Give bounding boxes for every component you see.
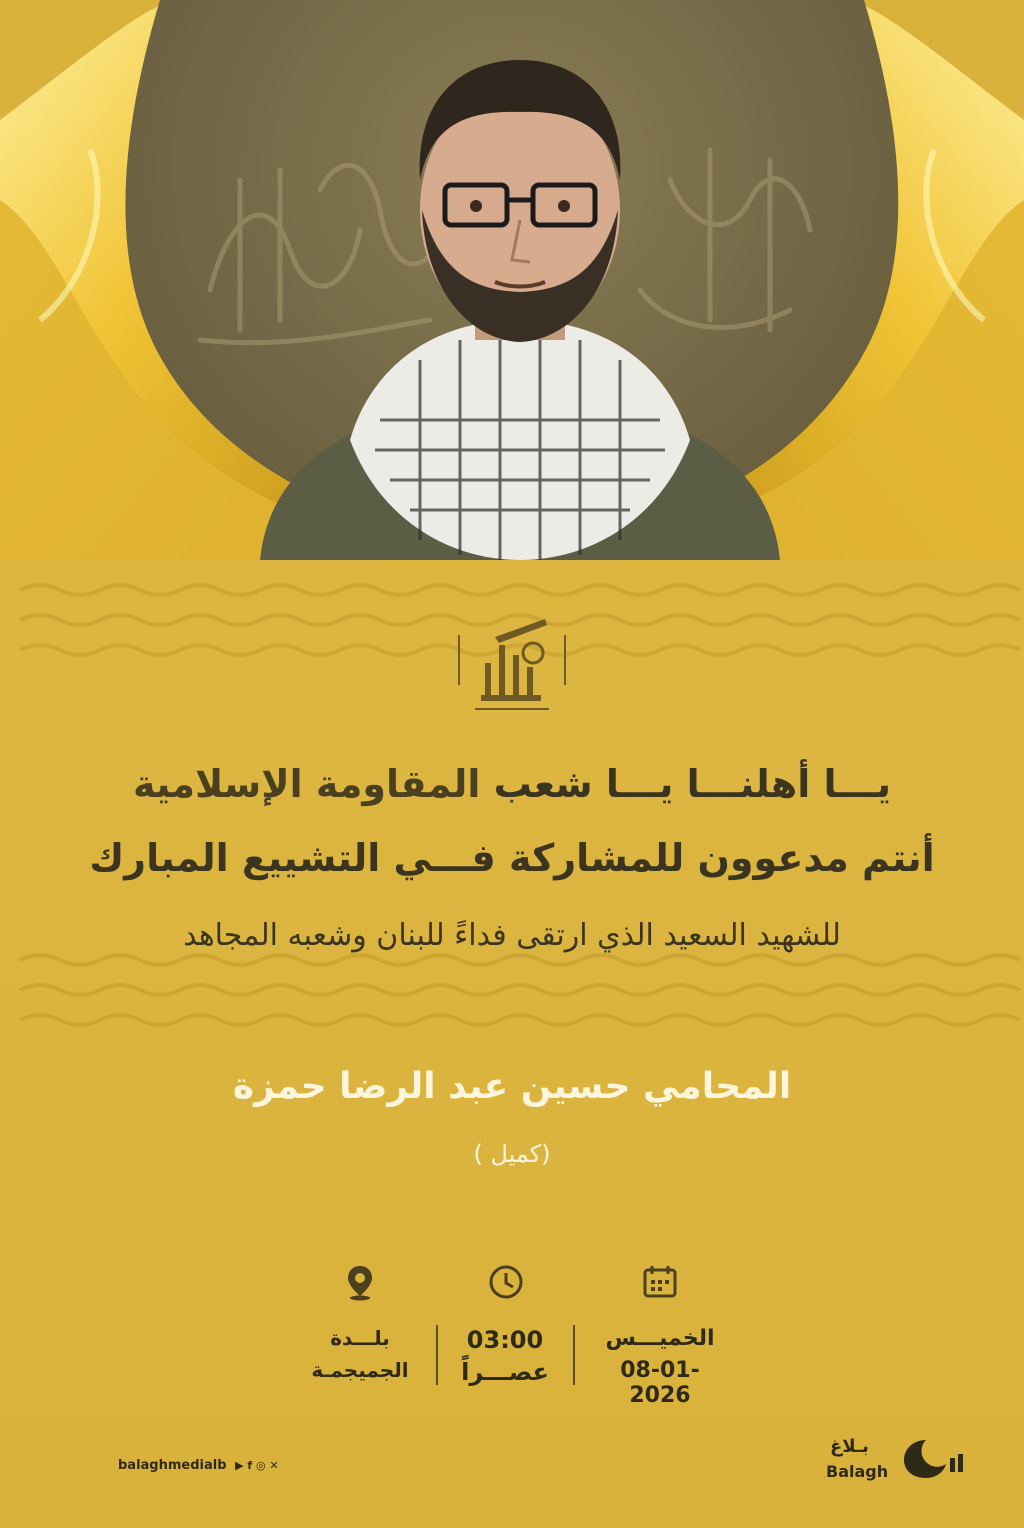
invitation-line-2: أنتم مدعوون للمشاركة فـــي التشييع المبارك: [89, 836, 935, 880]
brand-arabic: بـلاغ: [830, 1436, 869, 1457]
invitation-line-3: للشهيد السعيد الذي ارتقى فداءً للبنان وشعبه المجاهد: [183, 918, 841, 953]
emblem-logo: [455, 605, 569, 719]
martyr-name: المحامي حسين عبد الرضا حمزة: [232, 1066, 792, 1107]
place-name: الجميجمـة: [311, 1358, 409, 1382]
event-date: 08-01-2026: [620, 1358, 700, 1408]
place-label: بلـــدة: [330, 1326, 390, 1350]
calendar-icon: [640, 1262, 680, 1302]
invitation-line-1-text: يـــا أهلنـــا يـــا شعب: [480, 762, 892, 806]
social-icons: ▶ f ◎ ✕: [235, 1459, 279, 1472]
divider: [436, 1325, 438, 1385]
balagh-logo-icon: [898, 1432, 968, 1482]
martyr-portrait: [240, 20, 800, 560]
resistance-highlight: المقاومة الإسلامية: [132, 762, 481, 806]
clock-icon: [486, 1262, 526, 1302]
event-time: 03:00: [466, 1326, 544, 1354]
divider: [573, 1325, 575, 1385]
martyr-alias: (كميل ): [473, 1140, 551, 1168]
invitation-line-1: [0, 762, 1024, 806]
social-handle-text: balaghmedialb: [118, 1458, 227, 1473]
event-day: الخميـــس: [605, 1326, 715, 1351]
brand-english: Balagh: [826, 1462, 889, 1481]
portrait-panel: [100, 0, 924, 560]
social-handle: [118, 1458, 279, 1473]
location-pin-icon: [340, 1262, 380, 1302]
event-period: عصـــراً: [461, 1358, 549, 1386]
